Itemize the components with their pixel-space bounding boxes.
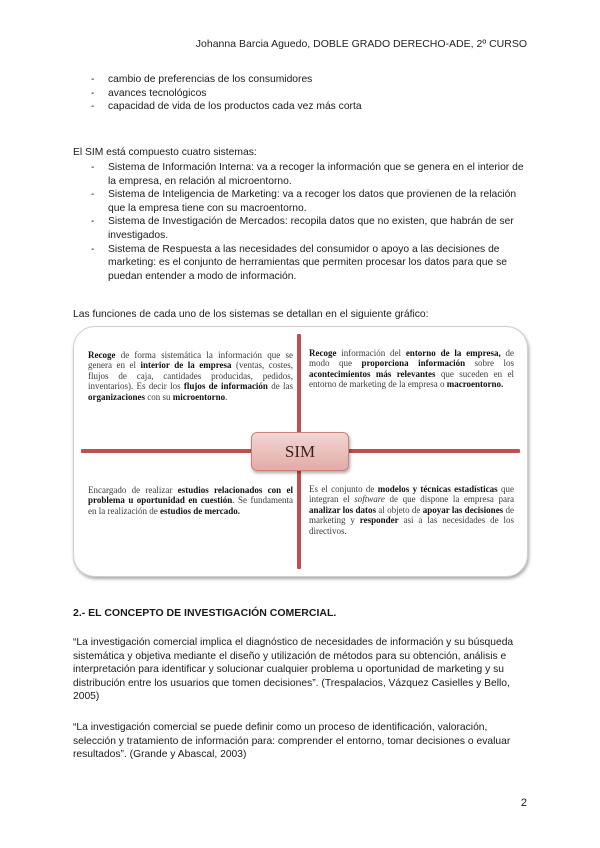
diagram-cell-bottom-right (309, 484, 514, 536)
text-run: Encargado de realizar (88, 485, 178, 495)
text-run: . (225, 391, 228, 402)
bold-text: acontecimientos más relevantes (309, 368, 436, 379)
list-item: - avances tecnológicos (91, 87, 531, 101)
text-run: . Se fundamenta en la realización de (88, 495, 293, 516)
sim-intro-paragraph: El SIM está compuesto cuatro sistemas: (73, 147, 257, 158)
list-item: - capacidad de vida de los productos cada vez más corta (91, 100, 531, 114)
bold-text: responder (359, 515, 399, 526)
definition-paragraph-2: “La investigación comercial se puede definir como un proceso de identificación, valoración, selección y tratamiento de información para: comprender el entorno, tomar decisiones o evaluar resultados”. (Grande y Abascal, 2003) (73, 722, 511, 761)
section-title: 2.- EL CONCEPTO DE INVESTIGACIÓN COMERCIAL. (73, 607, 337, 619)
bold-text: Recoge (88, 350, 116, 360)
diagram-cell-bottom-left (88, 485, 293, 516)
text-run: que integran el (309, 484, 514, 505)
bold-text: analizar los datos (309, 504, 376, 515)
text-run: de que dispone la empresa para (384, 494, 515, 505)
list-item: - Sistema de Investigación de Mercados: recopila datos que no existen, que habrán de ser investigados. (91, 215, 531, 242)
page-number: 2 (520, 797, 527, 809)
bold-text: apoyar las decisiones (422, 504, 504, 515)
text-run: información del (336, 348, 406, 358)
bold-text: interior de la empresa (140, 360, 232, 371)
functions-intro-paragraph: Las funciones de cada uno de los sistemas se detallan en el siguiente gráfico: (73, 309, 429, 320)
bold-text: macroentorno. (446, 379, 504, 390)
text-run: de marketing y (309, 504, 514, 526)
sim-center-label: SIM (284, 441, 316, 461)
text-run: de las (267, 381, 294, 392)
bold-text: entorno de la empresa, (405, 348, 501, 358)
definition-paragraph-1: “La investigación comercial implica el diagnóstico de necesidades de información y su búsqueda sistemática y objetiva mediante el diseño y utilización de métodos para su obtención, análisis e interpretación para identificar y solucionar cualquier problema u oportunidad de marketing y su distribución entre los usuarios que tomen decisiones”. (Trespalacios, Vázquez Casielles y Bello, 2005) (73, 637, 514, 703)
bold-text: proporciona información (361, 358, 466, 369)
text-run: (ventas, costes, flujos de caja, cantidades producidas, pedidos, inventarios). Es decir los (88, 360, 293, 392)
text-run: de modo que (309, 348, 515, 369)
bold-text: Recoge (309, 348, 337, 358)
bold-text: estudios de mercado. (159, 505, 241, 516)
text-run: con su (145, 391, 173, 402)
text-run: Es el conjunto de (309, 484, 378, 494)
list-item: - Sistema de Respuesta a las necesidades del consumidor o apoyo a las decisiones de marketing: es el conjunto de herramientas que permiten procesar los datos para que se puedan entender a modo de información. (91, 243, 531, 284)
text-run: de forma sistemática la información que se genera en el (88, 350, 293, 371)
page-header: Johanna Barcia Aguedo, DOBLE GRADO DERECHO-ADE, 2º CURSO (195, 38, 527, 50)
sim-diagram (73, 326, 528, 577)
italic-text: software (354, 494, 385, 505)
list-item: - Sistema de Información Interna: va a recoger la información que se genera en el interior de la empresa, en relación al microentorno. (91, 161, 531, 188)
bold-text: organizaciones (88, 391, 145, 402)
text-run: que suceden en el entorno de marketing de la empresa o (309, 368, 514, 390)
text-run: así a las necesidades de los directivos. (309, 515, 514, 536)
sim-center-box (251, 432, 349, 471)
text-run: sobre los (465, 358, 515, 369)
bold-text: flujos de información (183, 381, 268, 392)
list-item: - cambio de preferencias de los consumidores (91, 73, 531, 87)
bold-text: estudios relacionados con el problema u oportunidad en cuestión (88, 485, 293, 506)
bold-text: modelos y técnicas estadísticas (377, 484, 498, 494)
diagram-cell-top-right (309, 348, 514, 390)
list-item: - Sistema de Inteligencia de Marketing: va a recoger los datos que provienen de la relación que la empresa tiene con su macroentorno. (91, 188, 531, 215)
text-run: al objeto de (375, 504, 423, 515)
systems-list (91, 161, 531, 283)
top-bullet-list (91, 73, 531, 114)
diagram-cell-top-left (88, 350, 293, 402)
bold-text: microentorno (172, 391, 226, 402)
